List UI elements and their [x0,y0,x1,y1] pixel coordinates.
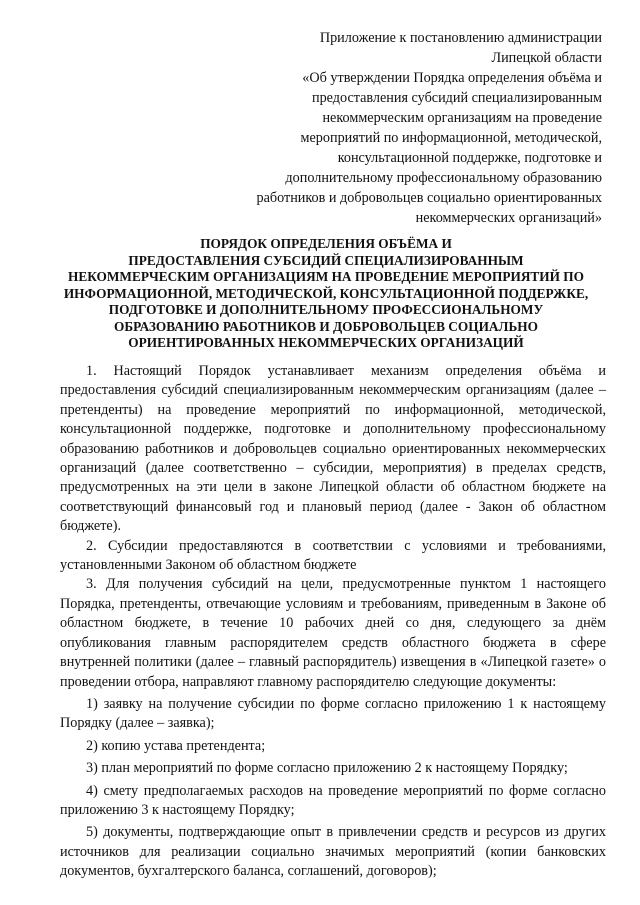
annex-header [242,28,602,228]
list-item-2: 2) копию устава претендента; [86,737,266,754]
annex-resolution-title: «Об утверждении Порядка определения объёма и предоставления субсидий специализированным некоммерческим организациям на проведение мероприятий по информационной, методической, консультационной поддержке, подготовке и дополнительному профессиональному образованию работников и добровольцев социально ориентированных некоммерческих организаций» [256,70,602,226]
list-item-4: 4) смету предполагаемых расходов на проведение мероприятий по форме согласно приложению 3 к настоящему Порядку; [60,782,606,818]
list-item-5: 5) документы, подтверждающие опыт в привлечении средств и ресурсов из других источников для реализации социально значимых мероприятий (копии банковских документов, бухгалтерского баланса, соглашений, договоров); [60,824,606,880]
paragraph-1: 1. Настоящий Порядок устанавливает механизм определения объёма и предоставления субсидий специализированным некоммерческим организациям (далее – претенденты) на проведение мероприятий по информационной, методической, консультационной поддержке, подготовке и дополнительному профессиональному образованию работников и добровольцев социально ориентированных некоммерческих организаций (далее соответственно – субсидии, мероприятия) в пределах средств, предусмотренных на эти цели в законе Липецкой области об областном бюджете на соответствующий финансовый год и плановый период (далее - Закон об областном бюджете). [60,363,606,535]
paragraph-3: 3. Для получения субсидий на цели, предусмотренные пунктом 1 настоящего Порядка, претенденты, отвечающие условиям и требованиям, приведенным в Законе об областном бюджете, в течение 10 рабочих дней со дня, следующего за днём опубликования главным распорядителем средств областного бюджета в сфере внутренней политики (далее – главный распорядитель) извещения в «Липецкой газете» о проведении отбора, направляют главному распорядителю следующие документы: [60,576,606,690]
list-item-1: 1) заявку на получение субсидии по форме согласно приложению 1 к настоящему Порядку (далее – заявка); [60,695,606,732]
title-line: ПРЕДОСТАВЛЕНИЯ СУБСИДИЙ СПЕЦИАЛИЗИРОВАННЫМ НЕКОММЕРЧЕСКИМ ОРГАНИЗАЦИЯМ НА ПРОВЕДЕНИЕ МЕРОПРИЯТИЙ ПО ИНФОРМАЦИОННОЙ, МЕТОДИЧЕСКОЙ, КОНСУЛЬТАЦИОННОЙ ПОДДЕРЖКЕ, ПОДГОТОВКЕ И ДОПОЛНИТЕЛЬНОМУ ПРОФЕССИОНАЛЬНОМУ ОБРАЗОВАНИЮ РАБОТНИКОВ И ДОБРОВОЛЬЦЕВ СОЦИАЛЬНО ОРИЕНТИРОВАННЫХ НЕКОММЕРЧЕСКИХ ОРГАНИЗАЦИЙ [63,252,589,350]
document-title [56,236,596,352]
document-body [60,362,606,882]
title-line: ПОРЯДОК ОПРЕДЕЛЕНИЯ ОБЪЁМА И [200,236,452,251]
annex-line: Липецкой области [491,50,602,66]
list-item-3: 3) план мероприятий по форме согласно приложению 2 к настоящему Порядку; [86,760,568,777]
paragraph-2: 2. Субсидии предоставляются в соответствии с условиями и требованиями, установленными Законом об областном бюджете [60,537,606,574]
annex-line: Приложение к постановлению администрации [319,30,602,46]
